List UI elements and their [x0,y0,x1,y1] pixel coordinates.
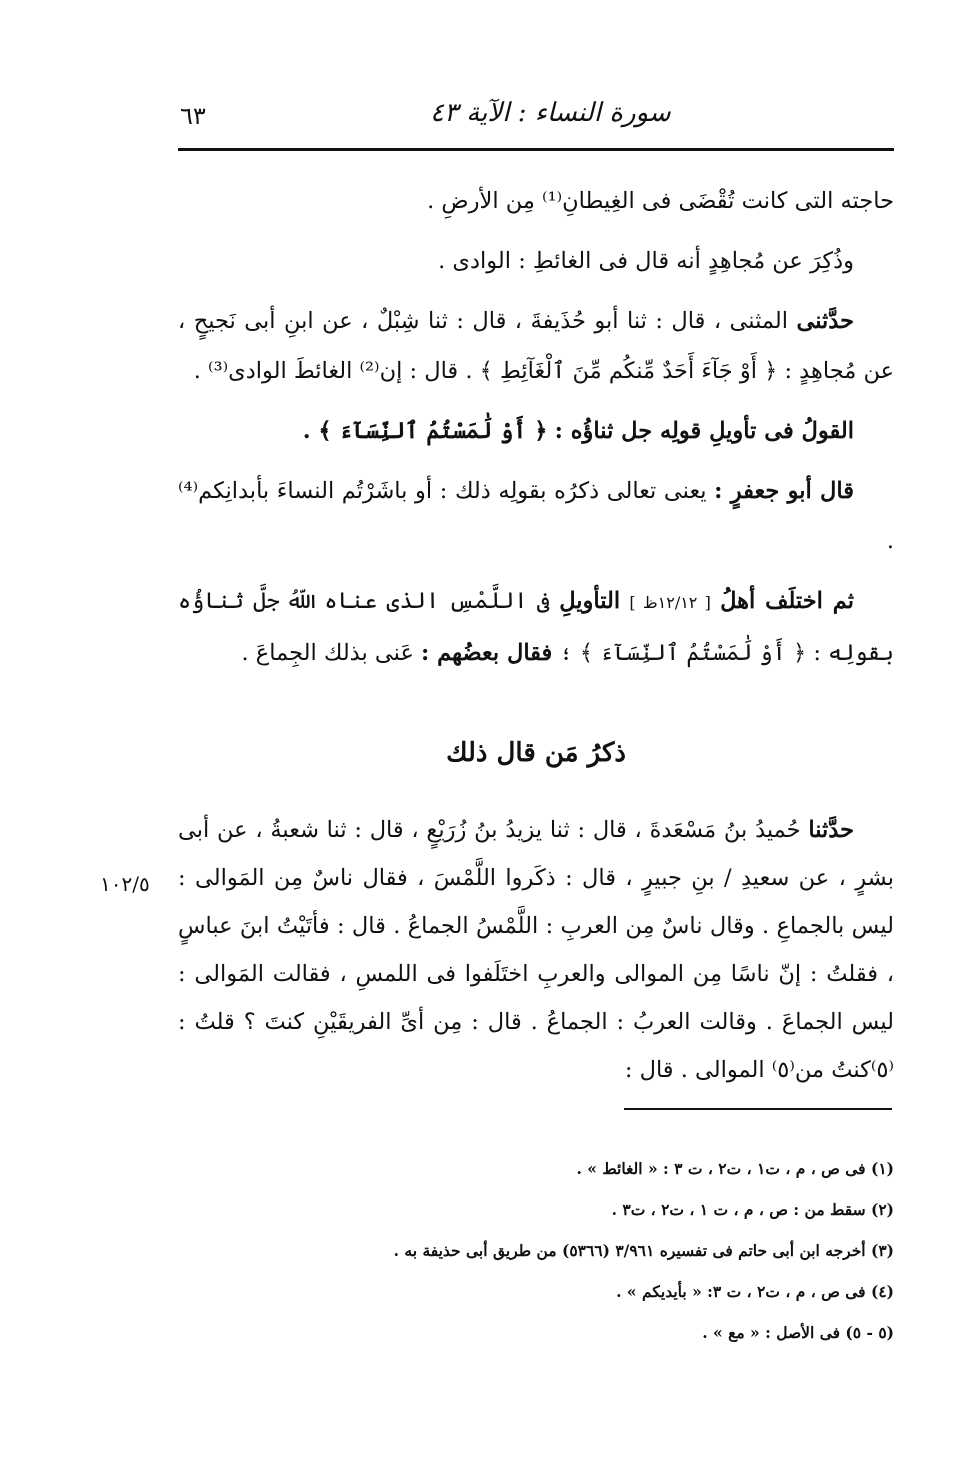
paragraph-text: عَنى بذلك الجِماعَ . [241,640,414,666]
paragraph-text: المثنى ، قال : ثنا أبو حُذَيفةَ ، قال : ثنا شِبْلٌ ، عن ابنِ أبى نَجيحٍ ، عن مُجاهِدٍ : ﴿ أَوْ جَآءَ أَحَدٌ مِّنكُم مِّنَ ٱلْغَآئِطِ ﴾ . قال : إن⁽²⁾ الغائطَ الوادى⁽³⁾ . [178,308,894,384]
bold-lead: التأويلِ [559,588,621,614]
paragraph [178,806,894,1094]
footnotes [178,1148,894,1353]
author-lead: قال أبو جعفرٍ : [714,478,854,504]
bold-lead: فقال بعضُهم : [421,640,553,666]
footnote: (١) فى ص ، م ، ت١ ، ت٢ ، ت ٣ : « الغائط » . [576,1159,894,1178]
bold-lead: ثم اختلَف أهلُ [720,588,855,614]
section-heading: ذكرُ مَن قال ذلك [446,738,626,768]
paragraph-text: يعنى تعالى ذكرُه بقولِه ذلك : أو باشَرْتُم النساءَ بأبدانِكم⁽⁴⁾ . [178,478,894,554]
paragraph [178,576,894,678]
paragraph: حاجته التى كانت تُقْضَى فى الغِيطانِ⁽¹⁾ مِن الأرضِ . [427,188,894,214]
paragraph [178,406,894,456]
footnote-rule [624,1108,892,1110]
manuscript-ref: [ ١٢/١٢ظ ] [629,593,711,612]
quran-quote: ﴿ أَوْ لَٰمَسْتُمُ ٱلنِّسَآءَ ﴾ . [302,418,548,444]
paragraph-text: حُميدُ بنُ مَسْعَدةَ ، قال : ثنا يزيدُ بنُ زُرَيْعٍ ، قال : ثنا شعبةُ ، عن أبى بشرٍ ، عن سعيدِ / بنِ جبيرٍ ، قال : ذكَروا اللَّمْسَ ، فقال ناسٌ مِن المَوالى : ليس بالجماعِ . وقال ناسٌ مِن العربِ : اللَّمْسُ الجماعُ . قال : فأتَيْتُ ابنَ عباسٍ ، فقلتُ : إنّ ناسًا مِن الموالى والعربِ اختَلَفوا فى اللمسِ ، فقالت المَوالى : ليس الجماعَ . وقالت العربُ : الجماعُ . قال : مِن أىِّ الفريقَيْنِ كنتَ ؟ قلتُ : ⁽٥⁾كنتُ من⁽٥⁾ الموالى . قال : [178,817,894,1083]
footnote: (٢) سقط من : ص ، م ، ت ١ ، ت٢ ، ت٣ . [611,1200,894,1219]
topic-lead: القولُ فى تأويلِ قولِه جل ثناؤُه : [554,418,854,444]
page-number: ٦٣ [180,102,206,130]
running-title: سورة النساء : الآية ٤٣ [430,98,671,128]
narration-lead: حدَّثنى [796,308,855,334]
footnote: (٤) فى ص ، م ، ت٢ ، ت ٣: « بأيديكم » . [616,1282,894,1301]
header-rule [178,148,894,151]
paragraph: وذُكِرَ عن مُجاهِدٍ أنه قال فى الغائطِ : الوادى . [438,248,854,274]
page-header [180,98,892,142]
main-text [178,176,894,678]
footnote: (٣) أخرجه ابن أبى حاتم فى تفسيره ٣/٩٦١ (٥٣٦٦) من طريق أبى حذيفة به . [393,1241,894,1260]
main-text-continued [178,806,894,1094]
margin-page-reference: ١٠٢/٥ [100,872,150,896]
paragraph [178,296,894,396]
narration-lead: حدَّثنا [808,817,854,843]
footnote: (٥ - ٥) فى الأصل : « مع » . [702,1323,894,1342]
paragraph-text: فى اللَّمْسِ الذى عناه اللّهُ جلَّ ثناؤُه بقولِه : ﴿ أَوْ لَٰمَسْتُمُ ٱلنِّسَآءَ ﴾ ؛ [178,588,894,666]
paragraph [178,466,894,566]
